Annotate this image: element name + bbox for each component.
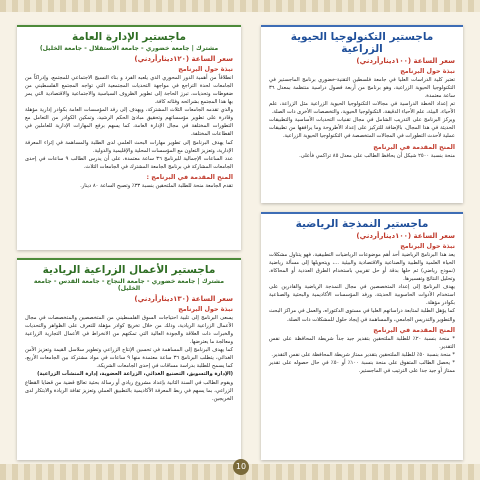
about-heading: نبذة حول البرنامج [178, 66, 233, 73]
scholarship-text: تقدم الجامعة منحة للطلبة الملتحقين بنسبة ٣٣٪ وتصبح الساعة ٨٠ دينار. [80, 182, 233, 189]
scholarship-item: * منحة بنسبة ٢٠٪ للطلبة الملتحقين بتقدير جيد جداً شريطة المحافظة على نفس التقدير. [269, 335, 455, 350]
card-affiliation: مشترك | جامعة خضوري - جامعة الاستقلال - جامعة الخليل) [39, 45, 219, 52]
about-heading: نبذة حول البرنامج [400, 243, 455, 250]
about-paragraph: يهدف البرنامج إلى إعداد المتخصصين في مجال النمذجة الرياضية والقادرين على استخدام الأدوات الحاسوبية الحديثة، ورفد المؤسسات الأكاديمية والبحثية والصناعية بكوادر مؤهلة. [269, 284, 455, 307]
scholarship-heading: المنح المقدمة في البرنامج [373, 143, 455, 151]
about-paragraph: تم إعداد الخطة الدراسية في مجالات التكنولوجيا الحيوية الزراعية مثل الزراعة، علم الأحياء، البيئة، علم الأحياء الدقيقة، التكنولوجيا الحيوية، والتخصصات الأخرى ذات الصلة. [269, 101, 455, 116]
card-title: ماجستير التكنولوجيا الحيوية الزراعية [290, 31, 434, 55]
about-heading: نبذة حول البرنامج [178, 306, 233, 313]
card-title: ماجستير الإدارة العامة [71, 31, 187, 43]
scholarship-item: * منحة بنسبة ٥٠٪ للطلبة الملتحقين بتقدير ممتاز شريطة المحافظة على نفس التقدير. [271, 351, 455, 358]
about-paragraph: ويركز البرنامج على التدريب الشامل في مجال تقنيات التحديات الأساسية والتطبيقات الحديثة في هذا المجال، بالإضافة للتركيز على إعداد الأطروحة وما يرافقها من تطبيقات عملية لأحدث التطورات في المجالات المتخصصة في التكنولوجيا الحيوية الزراعية. [269, 117, 455, 140]
about-heading: نبذة حول البرنامج [400, 68, 455, 75]
about-paragraph: يعد هذا البرنامج الرياضية أحد أهم موضوعات الرياضيات التطبيقية، فهو يتناول مشكلات الحياة العلمية والطبية والصناعية والاقتصادية والبيئية ...، ويتحويلها إلى مسألة رياضية (نموذج رياضي) ثم حلها بدقة أو حل تقريبي باستخدام الطرق العددية أو المحاكاة، وتحليل النتائج وتفسيرها. [269, 252, 455, 283]
scholarship-heading: المنح المقدمة في البرنامج : [146, 173, 233, 181]
card-title: ماجستير الأعمال الزراعية الريادية [42, 264, 216, 276]
price-per-hour: سعر الساعة (١٣٠دينارأردني) [134, 295, 233, 303]
price-per-hour: سعر الساعة (١٠٠دينارأردني) [356, 232, 455, 240]
about-paragraph: والذي تقدمه الجامعات الثلاث المشتركة، ويهدف إلى رفد المؤسسات العامة بكوادر إدارية مؤهلة وقادرة على تطوير مؤسساتهم وتحقيق مبادئ الحكم الرشيد، وتمكين الكوادر من التعامل مع التطورات المختلفة في مجال الإدارة العامة، كما يسهم برفع المهارات الإدارية للعاملين في القطاعات المختلفة. [25, 107, 233, 138]
scholarship-text: منحة بنسبة ٢٥٠٠ شيكل أن يحافظ الطالب على معدل ٨٥ تراكمي فأعلى. [299, 152, 455, 159]
card-agribusiness [17, 258, 241, 460]
scholarship-heading: المنح المقدمة في البرنامج [373, 326, 455, 334]
top-decorative-border [0, 0, 480, 12]
about-paragraph: كما يهدف البرنامج إلى المساهمة في تحسين الإنتاج الزراعي وتطوير سلاسل القيمة وتعزيز الأمن الغذائي، يتطلب البرنامج ٣٦ ساعة معتمدة منها ٩ ساعات في مواد مشتركة بين الجامعات الأربع، كما يسمح للطلبة بدراسة مساقات في إحدى الجامعات الشريكة. [25, 347, 233, 370]
page-number: 10 [233, 459, 249, 475]
price-per-hour: سعر الساعة (١٠٠دينارأردني) [356, 57, 455, 65]
about-paragraph: انطلاقاً من أهمية الدور المحوري الذي يلعبه الفرد و بناء النسيج الاجتماعي للمجتمع، وإدراكاً من الجامعات لحدة التراجع في مواجهة التحديات المجتمعية التي تواجه المجتمع الفلسطيني من ضغوطات وتحديات، تبرز الحاجة إلى تطوير الظروف السياسية والاجتماعية والاقتصادية التي يمر بها هذا المجتمع بشرائحه وفئاته كافة. [25, 75, 233, 106]
about-paragraph: يسعى البرنامج إلى تلبية احتياجات السوق الفلسطيني من المتخصصين والمتخصصات في مجال الأعمال الزراعية الريادية، وذلك من خلال تخريج كوادر مؤهلة للتعرف على الظواهر والتحديات والخبرات ذات العلاقة والجودة العالية التي تمكنهم من الانخراط في الأعمال التجارية الزراعية ومعالجة ما يعترضها. [25, 315, 233, 346]
price-per-hour: سعر الساعة (١٢٠دينارأردني) [134, 55, 233, 63]
about-paragraph: ويقوم الطالب في السنة الثانية بإعداد مشروع ريادي أو رسالة بحثية تعالج قضية من قضايا القطاع الزراعي، بما يسهم في ربط المعرفة الأكاديمية بالتطبيق العملي وتعزيز ثقافة الريادة والابتكار لدى الخريجين. [25, 379, 233, 402]
about-paragraph: كما يهدف البرنامج إلى تطوير مهارات البحث العلمي لدى الطلبة والمساهمة في إثراء المعرفة الإدارية، وتعزيز التعاون مع المؤسسات المحلية والإقليمية والدولية. [25, 139, 233, 154]
about-paragraph: كما يؤهل الطلبة لمتابعة دراساتهم العليا في مستوى الدكتوراه، والعمل في مراكز البحث والتطوير والتدريس الجامعي، والمساهمة في إيجاد حلول للمشكلات ذات الصلة. [269, 308, 455, 323]
card-agri-biotech [261, 25, 463, 203]
card-public-admin [17, 25, 241, 250]
card-math-modeling [261, 212, 463, 460]
tracks-list: (الإدارة والتسويق، التصنيع الغذائي، الزراعة العضوية، إدارة المنشآت الزراعية) [37, 371, 233, 378]
card-affiliation: مشترك | جامعة خضوري - جامعة النجاح - جامعة القدس - جامعة الخليل) [33, 278, 225, 292]
card-title: ماجستير النمذجة الرياضية [295, 218, 429, 230]
about-paragraph: عدد الساعات الإجمالية للبرنامج ٣٦ ساعة معتمدة، على أن يدرس الطالب ٩ ساعات في إحدى الجامعات المشاركة في برنامج الجامعة المشترك في الجامعات الثلاث. [25, 155, 233, 170]
about-paragraph: تعتبر كلية الدراسات العليا في جامعة فلسطين التقنية-خضوري برنامج الماجستير في التكنولوجيا الحيوية الزراعية، وهو برنامج من أربعة فصول دراسية منتظمة بمعدل ٣٦ ساعة معتمدة. [269, 77, 455, 100]
scholarship-item: * يحصل الطالب المتفوق على منحة بنسبة ١٠٠٪ أو ٥٠٪ في حال حصوله على تقدير ممتاز أو جيد جدا على الترتيب في الماجستير. [269, 359, 456, 374]
